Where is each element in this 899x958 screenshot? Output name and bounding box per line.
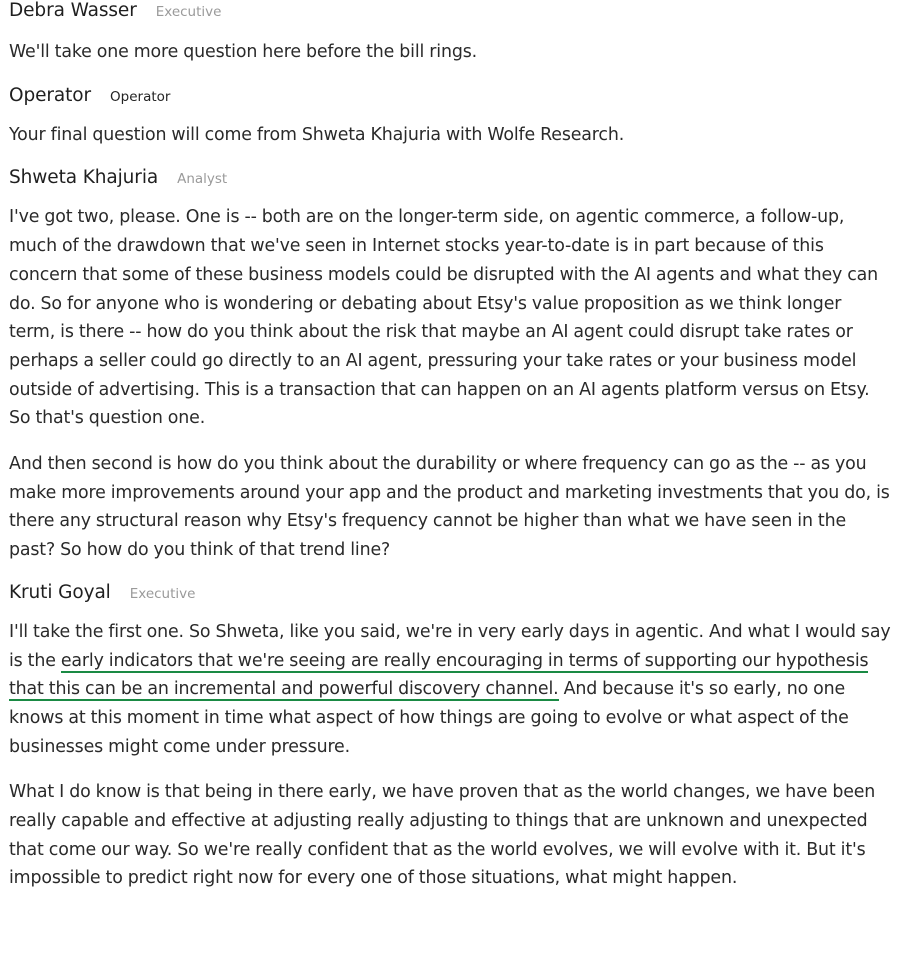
speaker-role-badge: Executive [129, 585, 196, 602]
speaker-role-badge: Analyst [177, 171, 228, 188]
transcript-paragraph: What I do know is that being in there early, we have proven that as the world changes, we have been really capable and effective at adjusting really adjusting to things that are unknown and unexpected that come our way. So we're really confident that as the world evolves, we will evolve with it. But it's impossible to predict right now for every one of those situations, what might happen. [9, 782, 876, 889]
highlighted-passage[interactable]: early indicators that we're seeing are really encouraging in terms of supporting our hypothesis that this can be an incremental and powerful discovery channel. [9, 650, 869, 700]
transcript-paragraph: We'll take one more question here before the bill rings. [9, 42, 477, 62]
transcript-paragraph: And then second is how do you think about the durability or where frequency can go as the -- as you make more improvements around your app and the product and marketing investments that you do, is there any structural reason why Etsy's frequency cannot be higher than what we have seen in the past? So how do you think of that trend line? [9, 454, 890, 561]
speaker-header [9, 582, 891, 618]
speaker-header [9, 0, 891, 38]
speaker-header [9, 85, 891, 121]
transcript-entry [9, 167, 891, 564]
speaker-name: Kruti Goyal [9, 581, 111, 603]
transcript-entry [9, 582, 891, 893]
speaker-role-badge: Executive [155, 4, 222, 20]
transcript-entry [9, 0, 891, 67]
speaker-name: Debra Wasser [9, 0, 137, 21]
speaker-name: Shweta Khajuria [9, 167, 159, 189]
speaker-role-badge: Operator [110, 88, 171, 105]
paragraph-text: I'll take the first one. So Shweta, like you said, we're in very early days in agentic. And what I would say is the [9, 621, 891, 671]
transcript-paragraph [9, 618, 891, 762]
transcript-entry [9, 85, 891, 150]
speaker-name: Operator [9, 84, 92, 106]
paragraph-text: And because it's so early, no one knows at this moment in time what aspect of how things are going to evolve or what aspect of the businesses might come under pressure. [9, 679, 849, 757]
transcript-paragraph: I've got two, please. One is -- both are on the longer-term side, on agentic commerce, a follow-up, much of the drawdown that we've seen in Internet stocks year-to-date is in part because of this concern that some of these business models could be disrupted with the AI agents and what they can do. So for anyone who is wondering or debating about Etsy's value proposition as we think longer term, is there -- how do you think about the risk that maybe an AI agent could disrupt take rates or perhaps a seller could go directly to an AI agent, pressuring your take rates or your business model outside of advertising. This is a transaction that can happen on an AI agents platform versus on Etsy. So that's question one. [9, 207, 879, 429]
transcript-paragraph: Your final question will come from Shweta Khajuria with Wolfe Research. [9, 124, 625, 145]
speaker-header [9, 167, 891, 203]
